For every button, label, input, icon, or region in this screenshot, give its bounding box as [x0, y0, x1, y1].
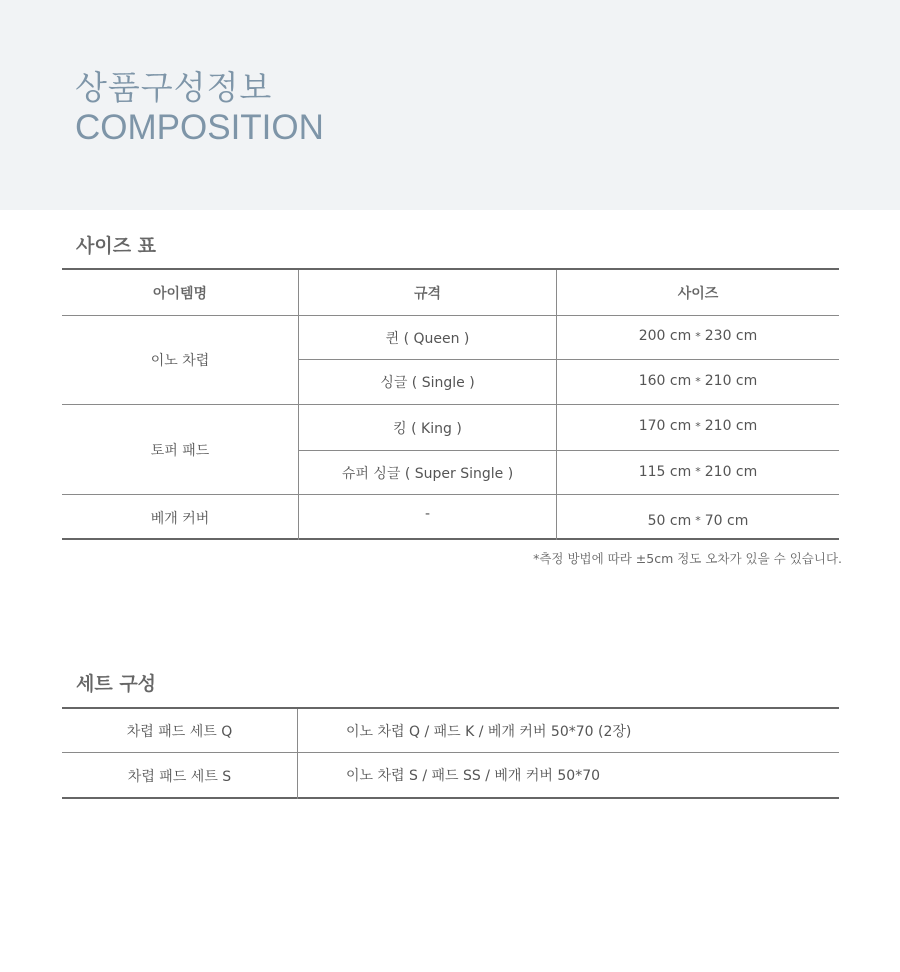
- item-name: 베개 커버: [150, 510, 210, 527]
- size-width: 160 cm: [638, 373, 692, 389]
- size-width: 50 cm: [647, 512, 692, 529]
- size-cell: [557, 360, 839, 402]
- spec-cell: 슈퍼 싱글 ( Super Single ): [341, 465, 514, 482]
- item-name: 이노 차렵: [150, 353, 210, 369]
- title-english: COMPOSITION: [75, 108, 324, 147]
- times-symbol: *: [695, 374, 701, 388]
- size-height: 210 cm: [704, 418, 758, 434]
- column-header-spec: 규격: [413, 285, 442, 302]
- set-name: 차렵 패드 세트 Q: [126, 723, 233, 740]
- spec-cell: -: [424, 506, 431, 522]
- size-cell: [557, 499, 839, 542]
- set-name: 차렵 패드 세트 S: [127, 769, 232, 785]
- measurement-note: *측정 방법에 따라 ±5cm 정도 오차가 있을 수 있습니다.: [533, 551, 842, 566]
- column-header-item: 아이템명: [152, 285, 208, 302]
- size-height: 70 cm: [704, 512, 749, 529]
- spec-cell: 싱글 ( Single ): [380, 375, 475, 391]
- size-height: 210 cm: [704, 463, 758, 480]
- size-cell: [557, 405, 839, 447]
- size-cell: [557, 451, 839, 492]
- times-symbol: *: [695, 419, 701, 433]
- spec-cell: 퀸 ( Queen ): [385, 330, 470, 347]
- size-width: 115 cm: [638, 463, 692, 480]
- size-table: [62, 268, 839, 540]
- size-width: 200 cm: [638, 328, 692, 344]
- times-symbol: *: [695, 514, 701, 527]
- set-table-title: 세트 구성: [76, 673, 157, 695]
- size-cell: [557, 316, 839, 356]
- times-symbol: *: [695, 329, 701, 343]
- times-symbol: *: [695, 465, 701, 478]
- size-width: 170 cm: [638, 418, 692, 434]
- set-description: 이노 차렵 Q / 패드 K / 베개 커버 50*70 (2장): [346, 723, 632, 740]
- set-description: 이노 차렵 S / 패드 SS / 베개 커버 50*70: [346, 767, 601, 784]
- set-table: [62, 707, 839, 799]
- page-header: [0, 0, 900, 210]
- size-height: 210 cm: [704, 373, 758, 389]
- spec-cell: 킹 ( King ): [393, 420, 462, 437]
- size-height: 230 cm: [704, 328, 758, 344]
- column-header-size: 사이즈: [677, 285, 719, 302]
- size-table-title: 사이즈 표: [76, 235, 157, 257]
- title-korean: 상품구성정보: [75, 68, 273, 107]
- item-name: 토퍼 패드: [150, 442, 210, 459]
